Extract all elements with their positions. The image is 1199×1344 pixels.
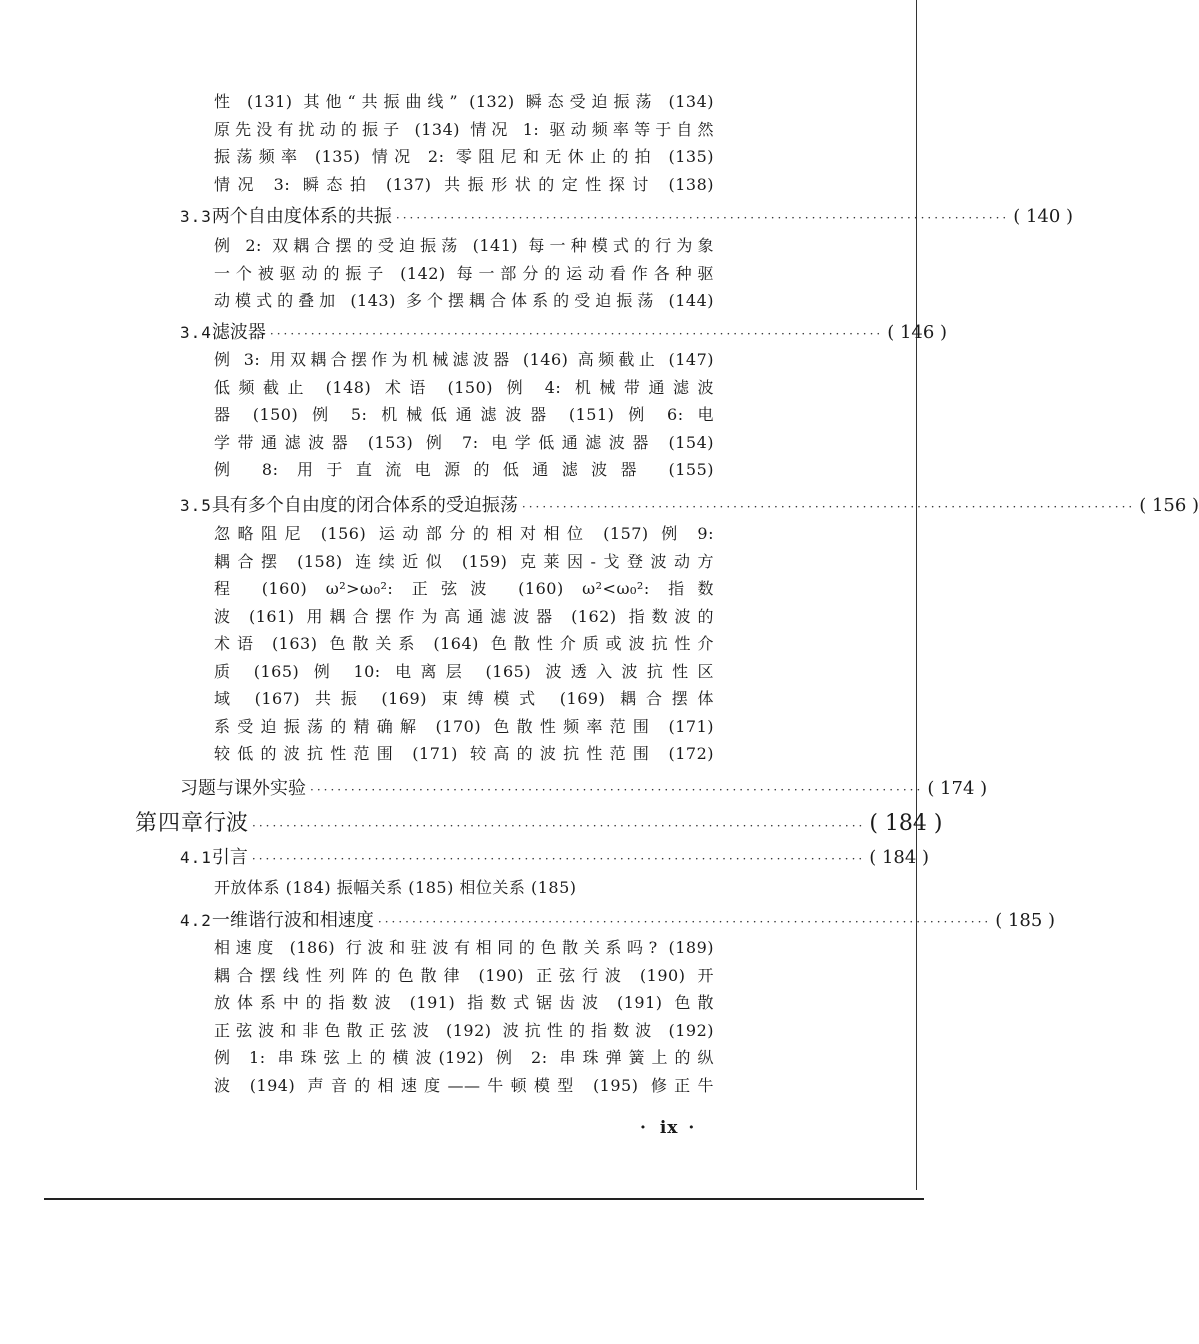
- chapter-page: ( 184 ): [869, 811, 943, 836]
- subtopic-line: 较低的波抗性范围 (171) 较高的波抗性范围 (172): [214, 744, 714, 763]
- section-number: 4.1: [180, 848, 212, 867]
- leader-dots: ··························································································: [395, 211, 1010, 225]
- section-title: 一维谐行波和相速度: [211, 910, 374, 931]
- subtopic-line: 器 (150) 例 5: 机械低通滤波器 (151) 例 6: 电: [214, 405, 714, 424]
- subtopic-line: 性 (131) 其他“共振曲线” (132) 瞬态受迫振荡 (134): [214, 92, 714, 111]
- subtopics-3-4: [214, 346, 714, 484]
- toc-section-3-5[interactable]: [180, 491, 1199, 519]
- leader-dots: ··························································································: [251, 852, 866, 866]
- subtopic-line: 开放体系 (184) 振幅关系 (185) 相位关系 (185): [214, 878, 577, 897]
- subtopic-line: 原先没有扰动的振子 (134) 情况 1: 驱动频率等于自然: [214, 119, 714, 139]
- section-number: 3.3: [180, 207, 212, 226]
- subtopics-3-3: [214, 232, 714, 315]
- subtopic-line: 例 1: 串珠弦上的横波(192) 例 2: 串珠弹簧上的纵: [214, 1048, 714, 1067]
- subtopic-line: 相速度 (186) 行波和驻波有相同的色散关系吗? (189): [214, 938, 714, 957]
- subtopics-3-5: [214, 520, 714, 768]
- section-number: 3.5: [180, 496, 212, 515]
- leader-dots: ··························································································: [377, 915, 992, 929]
- leader-dots: ··························································································: [310, 783, 924, 797]
- page-footer: [640, 1118, 698, 1138]
- footer-dot: ·: [688, 1118, 699, 1138]
- section-page: ( 184 ): [869, 847, 930, 868]
- chapter-number: 第四章: [135, 811, 205, 836]
- subtopics-3-2: [214, 88, 714, 198]
- page-edge-line: [916, 0, 917, 1190]
- subtopics-4-2: [214, 934, 714, 1099]
- subtopic-line: 低频截止 (148) 术语 (150) 例 4: 机械带通滤波: [214, 377, 714, 397]
- subtopic-line: 振荡频率 (135) 情况 2: 零阻尼和无休止的拍 (135): [214, 147, 714, 166]
- subtopic-line: 波 (161) 用耦合摆作为高通滤波器 (162) 指数波的: [214, 606, 714, 626]
- subtopic-line: 放体系中的指数波 (191) 指数式锯齿波 (191) 色散: [214, 993, 714, 1012]
- subtopic-line: 正弦波和非色散正弦波 (192) 波抗性的指数波 (192): [214, 1020, 714, 1040]
- subtopic-line: 术语 (163) 色散关系 (164) 色散性介质或波抗性介: [214, 634, 714, 653]
- subtopic-line: 耦合摆线性列阵的色散律 (190) 正弦行波 (190) 开: [214, 965, 714, 985]
- toc-section-4-1[interactable]: [180, 843, 930, 871]
- exercises-page: ( 174 ): [927, 778, 988, 799]
- chapter-title: 行波: [204, 811, 249, 836]
- subtopic-line: 例 8: 用于直流电源的低通滤波器 (155): [214, 460, 714, 479]
- subtopic-line: 系受迫振荡的精确解 (170) 色散性频率范围 (171): [214, 716, 714, 736]
- subtopic-line: 一个被驱动的振子 (142) 每一部分的运动看作各种驱: [214, 263, 714, 283]
- toc-chapter-4[interactable]: [135, 806, 943, 838]
- subtopic-line: 情况 3: 瞬态拍 (137) 共振形状的定性探讨 (138): [214, 174, 714, 194]
- section-number: 3.4: [180, 323, 212, 342]
- section-page: ( 140 ): [1013, 206, 1074, 227]
- footer-dot: ·: [640, 1118, 650, 1138]
- section-number: 4.2: [180, 911, 212, 930]
- section-title: 引言: [211, 847, 248, 868]
- toc-section-4-2[interactable]: [180, 906, 1056, 934]
- section-title: 滤波器: [211, 322, 266, 343]
- leader-dots: ··························································································: [521, 500, 1136, 514]
- subtopic-line: 忽略阻尼 (156) 运动部分的相对相位 (157) 例 9:: [214, 524, 714, 543]
- subtopic-line: 程 (160) ω²>ω₀²: 正弦波 (160) ω²<ω₀²: 指数: [214, 579, 714, 598]
- section-title: 具有多个自由度的闭合体系的受迫振荡: [211, 495, 518, 516]
- section-title: 两个自由度体系的共振: [211, 206, 392, 227]
- subtopic-line: 学带通滤波器 (153) 例 7: 电学低通滤波器 (154): [214, 432, 714, 452]
- toc-exercises[interactable]: [180, 774, 988, 802]
- subtopic-line: 例 3: 用双耦合摆作为机械滤波器 (146) 高频截止 (147): [214, 350, 714, 369]
- subtopic-line: 动模式的叠加 (143) 多个摆耦合体系的受迫振荡 (144): [214, 291, 714, 310]
- section-page: ( 185 ): [995, 910, 1056, 931]
- leader-dots: ··························································································: [269, 327, 884, 341]
- subtopic-line: 域 (167) 共振 (169) 束缚模式 (169) 耦合摆体: [214, 689, 714, 708]
- subtopic-line: 波 (194) 声音的相速度——牛顿模型 (195) 修正牛: [214, 1075, 714, 1095]
- subtopic-line: 质 (165) 例 10: 电离层 (165) 波透入波抗性区: [214, 661, 714, 681]
- section-page: ( 146 ): [887, 322, 948, 343]
- toc-section-3-4[interactable]: [180, 318, 948, 346]
- leader-dots: ··························································································: [252, 819, 866, 833]
- page-number: ix: [659, 1118, 679, 1138]
- subtopics-4-1: [214, 874, 714, 902]
- section-page: ( 156 ): [1139, 495, 1199, 516]
- subtopic-line: 耦合摆 (158) 连续近似 (159) 克莱因-戈登波动方: [214, 551, 714, 571]
- page-bottom-line: [44, 1198, 924, 1200]
- subtopic-line: 例 2: 双耦合摆的受迫振荡 (141) 每一种模式的行为象: [214, 236, 714, 255]
- toc-section-3-3[interactable]: [180, 202, 1074, 230]
- exercises-title: 习题与课外实验: [180, 778, 306, 799]
